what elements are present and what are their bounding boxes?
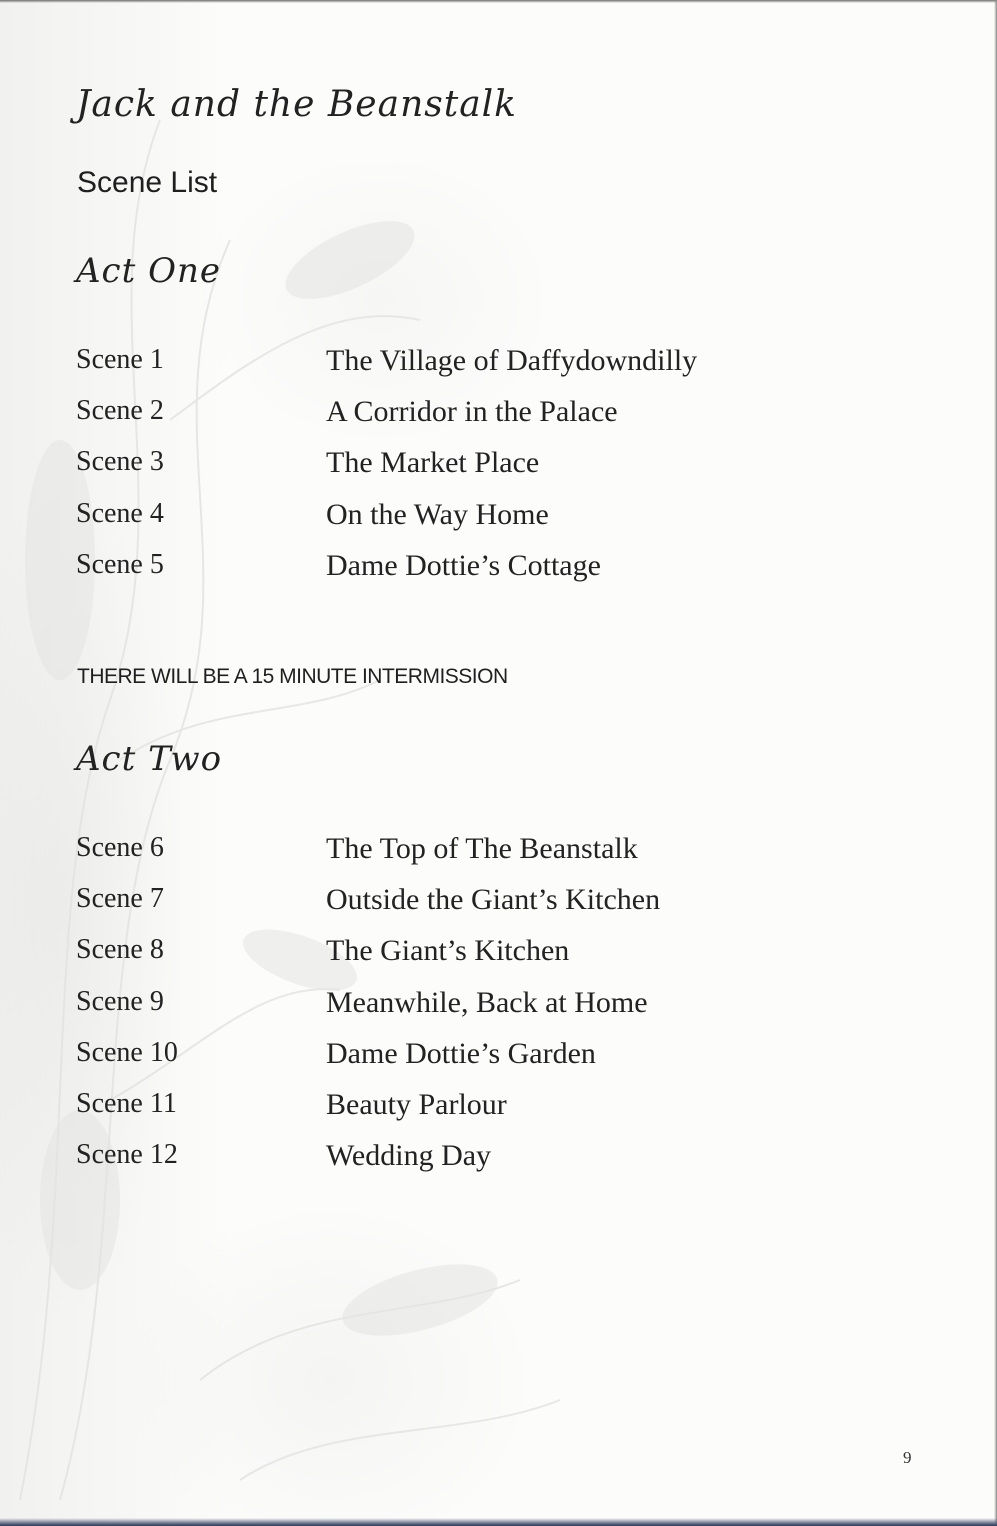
scene-number: Scene 2 [76, 395, 164, 427]
act-two-heading: Act Two [76, 739, 223, 779]
scene-name: Outside the Giant’s Kitchen [326, 883, 661, 917]
scene-name: The Market Place [326, 446, 540, 480]
scene-number: Scene 8 [76, 934, 164, 966]
scene-list-heading: Scene List [77, 166, 218, 199]
scene-number: Scene 9 [76, 985, 164, 1017]
scene-number: Scene 3 [76, 446, 164, 478]
intermission-notice: THERE WILL BE A 15 MINUTE INTERMISSION [77, 665, 508, 688]
scene-name: A Corridor in the Palace [326, 395, 618, 429]
scene-name: Meanwhile, Back at Home [326, 985, 648, 1019]
scene-name: The Giant’s Kitchen [326, 934, 570, 968]
scene-number: Scene 5 [76, 548, 164, 580]
scene-name: Beauty Parlour [326, 1087, 507, 1121]
scene-number: Scene 6 [76, 832, 164, 863]
scene-number: Scene 12 [76, 1139, 178, 1171]
scene-number: Scene 1 [76, 344, 164, 375]
scene-name: The Top of The Beanstalk [326, 832, 638, 865]
program-title: Jack and the Beanstalk [76, 84, 517, 125]
scene-name: On the Way Home [326, 497, 549, 531]
scene-name: The Village of Daffydowndilly [326, 344, 698, 377]
scene-number: Scene 10 [76, 1036, 178, 1068]
scene-name: Dame Dottie’s Cottage [326, 548, 601, 582]
page-edge-bottom [0, 1518, 997, 1526]
scene-number: Scene 4 [76, 497, 164, 529]
scene-number: Scene 11 [76, 1087, 177, 1119]
page-number: 9 [903, 1448, 912, 1467]
scene-name: Dame Dottie’s Garden [326, 1036, 596, 1070]
scene-number: Scene 7 [76, 883, 164, 915]
page-edge-top [0, 0, 997, 3]
scene-name: Wedding Day [326, 1139, 492, 1173]
act-one-heading: Act One [76, 251, 221, 291]
